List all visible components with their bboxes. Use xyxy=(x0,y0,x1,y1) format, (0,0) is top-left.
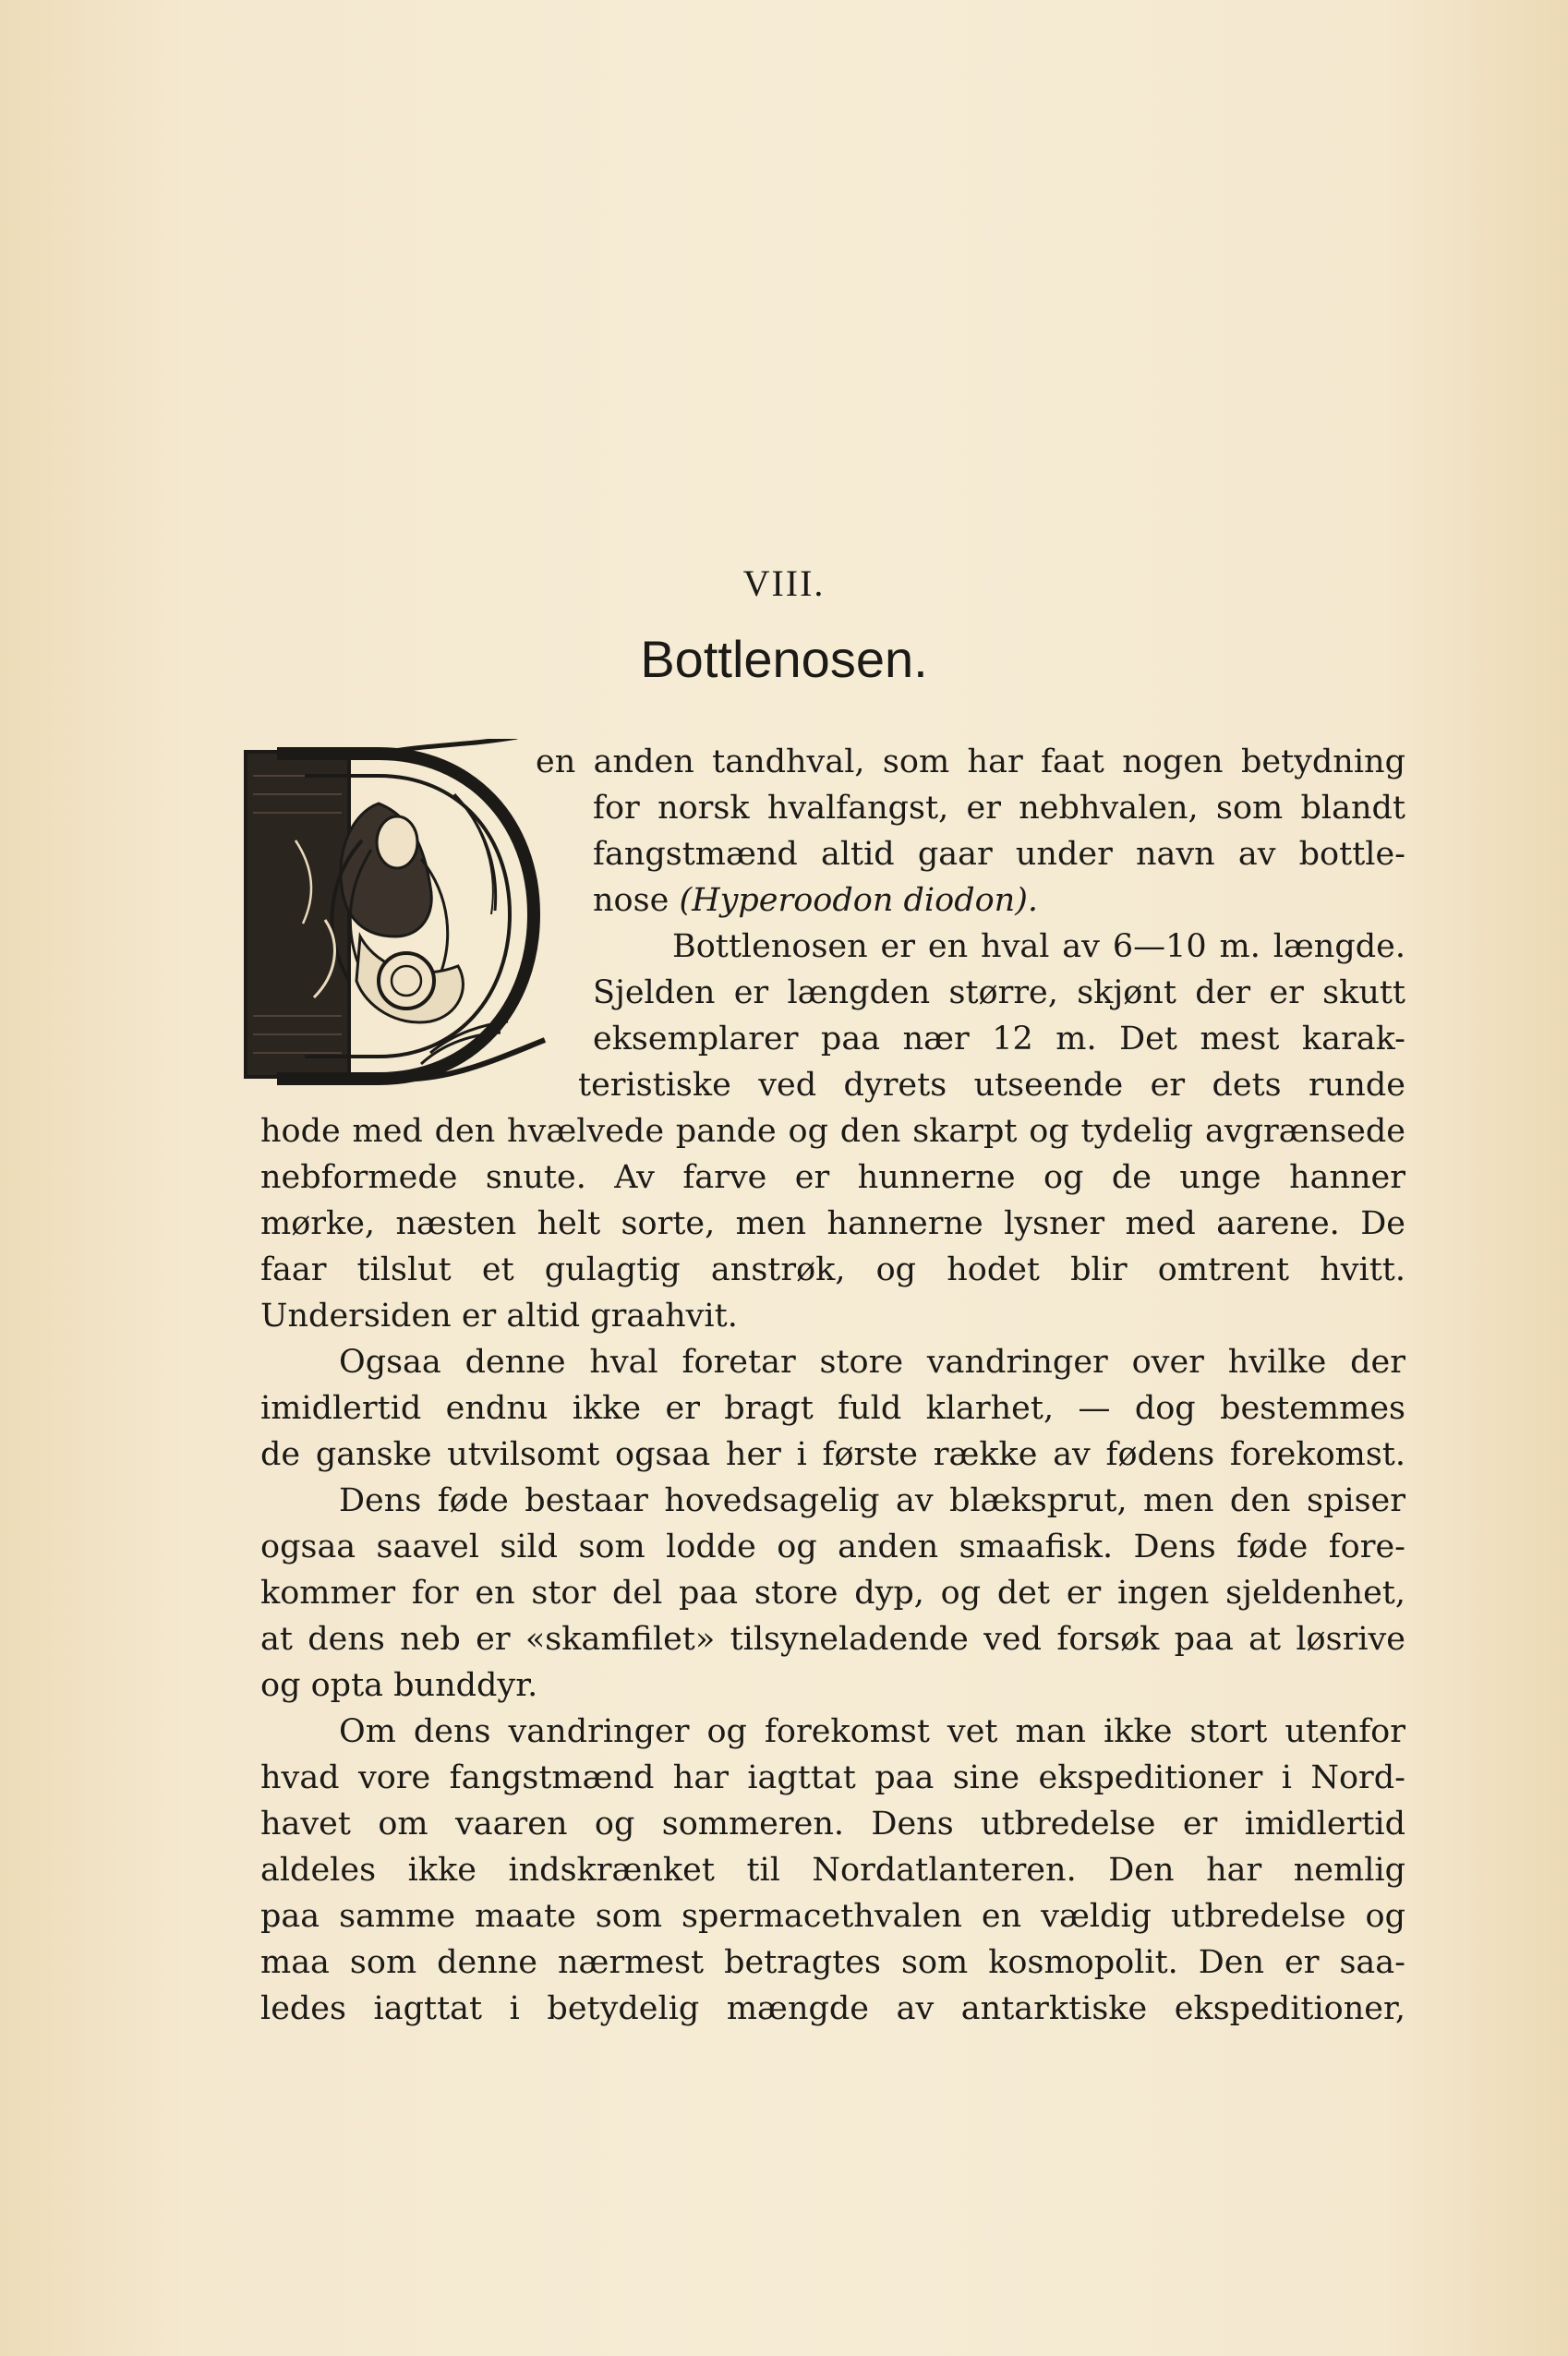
opening-paragraph xyxy=(260,739,1405,1108)
chapter-title: Bottlenosen. xyxy=(640,630,928,688)
text-line: og opta bunddyr. xyxy=(260,1667,538,1704)
text-line: faar tilslut et gulagtig anstrøk, og hodet blir omtrent hvitt. xyxy=(260,1251,1405,1288)
text-line: at dens neb er «skamfilet» tilsyneladende ved forsøk paa at løsrive xyxy=(260,1621,1405,1658)
full-width-text xyxy=(260,1108,1405,2032)
text-line xyxy=(593,877,1405,924)
text-line: teristiske ved dyrets utseende er dets runde xyxy=(578,1067,1405,1104)
text-line: Bottlenosen er en hval av 6—10 m. længde. xyxy=(672,928,1405,965)
dropcap-wrapped-lines xyxy=(536,739,1405,1108)
text-line: mørke, næsten helt sorte, men hannerne lysner med aarene. De xyxy=(260,1205,1405,1242)
text-line: for norsk hvalfangst, er nebhvalen, som blandt xyxy=(593,790,1405,827)
text-line: imidlertid endnu ikke er bragt fuld klarhet, — dog bestemmes xyxy=(260,1390,1405,1427)
text-line: Sjelden er længden større, skjønt der er skutt xyxy=(593,974,1405,1011)
text-line: Undersiden er altid graahvit. xyxy=(260,1298,738,1335)
body-text xyxy=(260,739,1405,2032)
text-line: ledes iagttat i betydelig mængde av antarktiske ekspeditioner, xyxy=(260,1990,1405,2027)
text-line: fangstmænd altid gaar under navn av bottle- xyxy=(593,836,1405,873)
text-line: maa som denne nærmest betragtes som kosmopolit. Den er saa- xyxy=(260,1944,1405,1981)
text-line: en anden tandhval, som har faat nogen betydning xyxy=(536,743,1405,780)
text-line: havet om vaaren og sommeren. Dens utbredelse er imidlertid xyxy=(260,1806,1405,1843)
text-line: eksemplarer paa nær 12 m. Det mest karak- xyxy=(593,1021,1405,1057)
text-line: hode med den hvælvede pande og den skarpt og tydelig avgrænsede xyxy=(260,1113,1405,1150)
text-line: Om dens vandringer og forekomst vet man ikke stort utenfor xyxy=(339,1713,1405,1750)
text-line: Dens føde bestaar hovedsagelig av blæksprut, men den spiser xyxy=(339,1482,1405,1519)
ornamental-dropcap-d-icon xyxy=(240,739,568,1094)
scientific-name: (Hyperoodon diodon). xyxy=(679,882,1038,919)
text-line: de ganske utvilsomt ogsaa her i første række av fødens forekomst. xyxy=(260,1436,1405,1473)
text-line: ogsaa saavel sild som lodde og anden smaafisk. Dens føde fore- xyxy=(260,1528,1405,1565)
text-line: paa samme maate som spermacethvalen en vældig utbredelse og xyxy=(260,1898,1405,1935)
text-segment: nose xyxy=(593,882,669,919)
text-line: Ogsaa denne hval foretar store vandringer over hvilke der xyxy=(339,1344,1405,1381)
text-line: kommer for en stor del paa store dyp, og det er ingen sjeldenhet, xyxy=(260,1575,1405,1612)
chapter-number: VIII. xyxy=(742,562,826,604)
text-line: nebformede snute. Av farve er hunnerne og de unge hanner xyxy=(260,1159,1405,1196)
text-line: aldeles ikke indskrænket til Nordatlanteren. Den har nemlig xyxy=(260,1852,1405,1889)
text-line: hvad vore fangstmænd har iagttat paa sine ekspeditioner i Nord- xyxy=(260,1759,1405,1796)
